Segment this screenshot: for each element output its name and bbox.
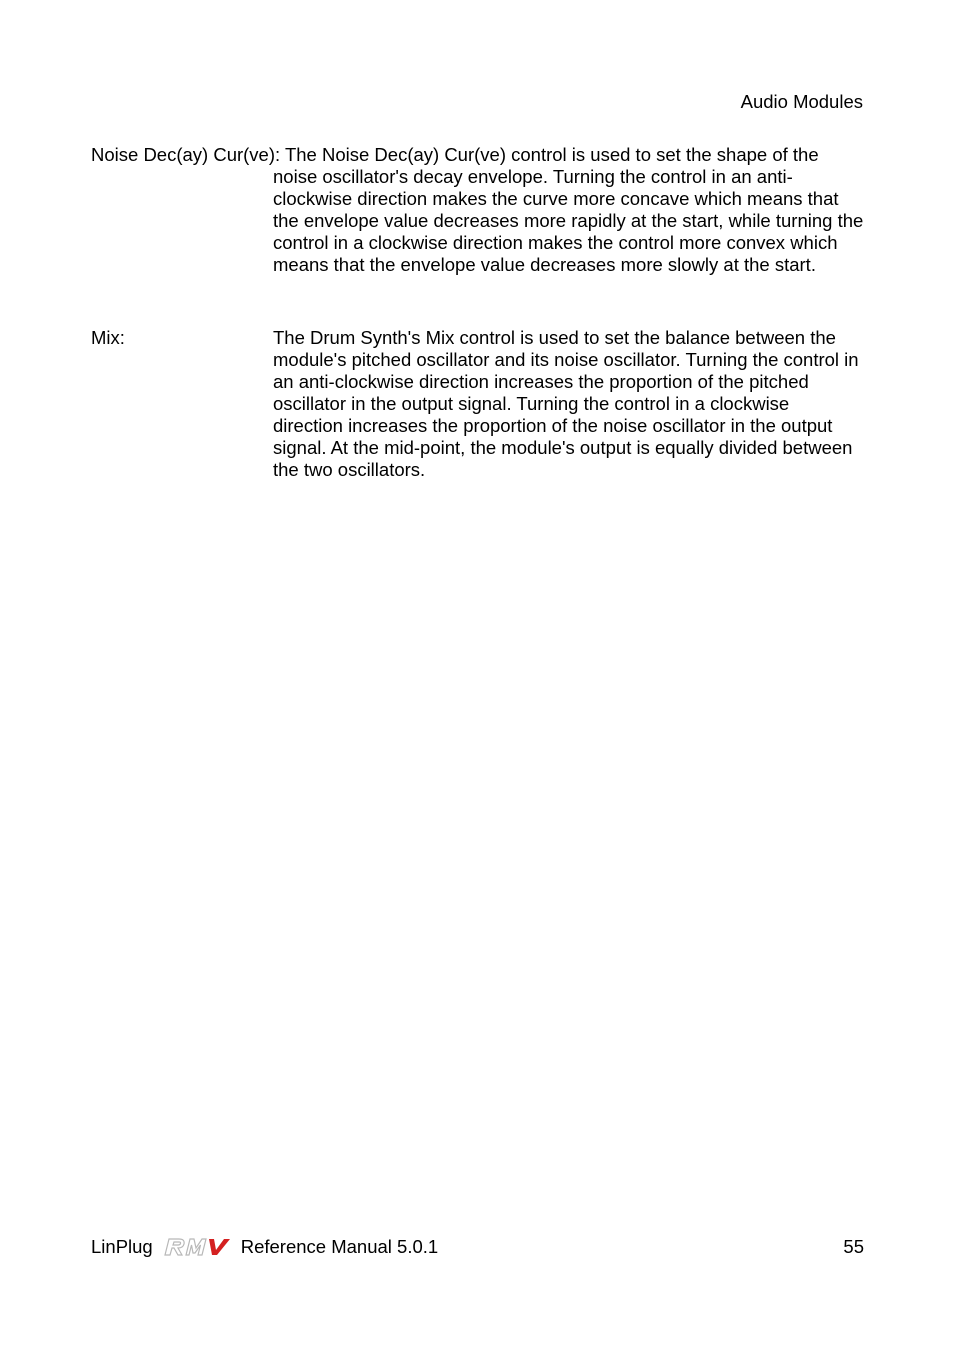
page-footer (91, 1236, 864, 1260)
footer-brand: LinPlug (91, 1236, 153, 1257)
definition-mix (91, 327, 864, 481)
rmv-logo-icon (159, 1236, 235, 1258)
footer-manual-title: Reference Manual 5.0.1 (240, 1236, 439, 1257)
definition-first-line (91, 144, 819, 166)
footer-title (91, 1236, 438, 1258)
definition-term: Mix: (91, 327, 125, 348)
definition-description-first-line: The Noise Dec(ay) Cur(ve) control is used to set the shape of the (284, 144, 819, 165)
definition-term: Noise Dec(ay) Cur(ve): (91, 144, 281, 165)
page-number: 55 (843, 1236, 864, 1257)
running-header: Audio Modules (740, 91, 863, 112)
definition-description-body: noise oscillator's decay envelope. Turning the control in an anti-clockwise direction makes the curve more concave which means that the envelope value decreases more rapidly at the start, while turning the control in a clockwise direction makes the control more convex which means that the envelope value decreases more slowly at the start. (273, 166, 864, 275)
definition-description: The Drum Synth's Mix control is used to set the balance between the module's pitched oscillator and its noise oscillator. Turning the control in an anti-clockwise direction increases the proportion of the pitched oscillator in the output signal. Turning the control in a clockwise direction increases the proportion of the noise oscillator in the output signal. At the mid-point, the module's output is equally divided between the two oscillators. (273, 327, 859, 480)
